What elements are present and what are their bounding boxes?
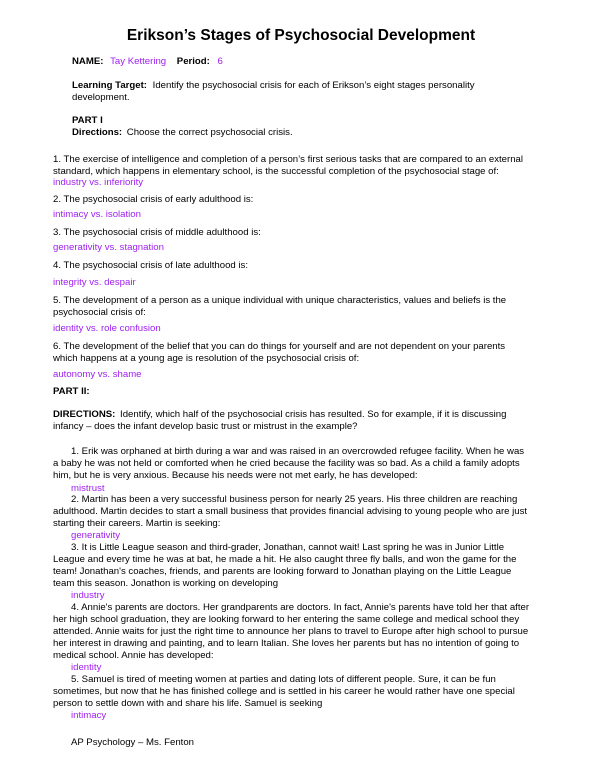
answer-5: identity vs. role confusion (53, 323, 161, 334)
part2-directions (53, 409, 506, 421)
scenario-answer-4: identity (71, 662, 102, 673)
learning-target-text-2: development. (72, 92, 130, 103)
name-label: NAME: (72, 56, 104, 67)
page-title: Erikson’s Stages of Psychosocial Development (126, 27, 476, 44)
answer-2: intimacy vs. isolation (53, 209, 141, 220)
answer-4: integrity vs. despair (53, 277, 136, 288)
scenario-4: 4. Annie's parents are doctors. Her grandparents are doctors. In fact, Annie's parents have told her that after (71, 602, 530, 613)
scenario-2: 2. Martin has been a very successful business person for nearly 25 years. His three children are reaching (71, 494, 518, 505)
question-6: 6. The development of the belief that you can do things for yourself and are not dependent on your parents (53, 341, 506, 352)
scenario-1-line-2: a baby he was not held or comforted when he cried because the facility was so bad. As a child a family adopts (53, 458, 520, 469)
question-3: 3. The psychosocial crisis of middle adulthood is: (53, 227, 261, 238)
scenario-1: 1. Erik was orphaned at birth during a war and was raised in an overcrowded refugee facility. When he was (71, 446, 525, 457)
scenario-answer-3: industry (71, 590, 105, 601)
question-5-line-2: psychosocial crisis of: (53, 307, 146, 318)
question-5: 5. The development of a person as a unique individual with unique characteristics, values and beliefs is the (53, 295, 507, 306)
name-value: Tay Kettering (110, 56, 167, 67)
scenario-1-line-3: him, but he is very anxious. Because his needs were not met early, he has developed: (53, 470, 418, 481)
part2-directions-line-2: infancy – does the infant develop basic trust or mistrust in the example? (53, 421, 358, 432)
scenario-4-line-5: medical school. Annie has developed: (53, 650, 214, 661)
scenario-5-line-2: sometimes, but now that he has finished college and is settled in his career he would rather have one special (53, 686, 515, 697)
answer-3: generativity vs. stagnation (53, 242, 164, 253)
part1-directions (72, 127, 293, 139)
part1-heading: PART I (72, 115, 103, 126)
part1-directions-text: Choose the correct psychosocial crisis. (126, 127, 293, 138)
scenario-4-line-2: her high school graduation, they are looking forward to her entering the same college and medical school they (53, 614, 520, 625)
name-row (72, 56, 223, 68)
period-value: 6 (217, 56, 223, 67)
scenario-3-line-4: team this season. Jonathon is working on developing (53, 578, 279, 589)
part2-directions-text: Identify, which half of the psychosocial crisis has resulted. So for example, if it is discussing (120, 409, 507, 420)
learning-target-label: Learning Target: (72, 80, 147, 91)
scenario-answer-2: generativity (71, 530, 121, 541)
footer: AP Psychology – Ms. Fenton (71, 737, 195, 748)
scenario-2-line-3: starting their careers. Martin is seeking: (53, 518, 221, 529)
scenario-answer-5: intimacy (71, 710, 107, 721)
part2-heading: PART II: (53, 386, 90, 397)
learning-target (72, 80, 475, 92)
question-1: 1. The exercise of intelligence and completion of a person’s first serious tasks that are compared to an external (53, 154, 523, 165)
part1-directions-label: Directions: (72, 127, 123, 138)
scenario-3-line-3: team! Jonathan's coaches, friends, and parents are looking forward to Jonathan playing on the Little League (53, 566, 512, 577)
scenario-3: 3. It is Little League season and third-grader, Jonathan, cannot wait! Last spring he was in Junior Little (71, 542, 505, 553)
question-6-line-2: which happens at a young age is resolution of the psychosocial crisis of: (53, 353, 360, 364)
learning-target-text: Identify the psychosocial crisis for each of Erikson’s eight stages personality (152, 80, 475, 91)
question-1-line-2: standard, which happens in elementary school, is the successful completion of the psychosocial stage of: (53, 166, 499, 177)
scenario-2-line-2: adulthood. Martin decides to start a small business that provides financial advising to young people who are just (53, 506, 528, 517)
question-4: 4. The psychosocial crisis of late adulthood is: (53, 260, 248, 271)
answer-1: industry vs. inferiority (53, 177, 144, 188)
scenario-3-line-2: League and every time he was at bat, he made a hit. He also caught three fly balls, and won the game for the (53, 554, 517, 565)
scenario-answer-1: mistrust (71, 483, 105, 494)
scenario-5-line-3: person to settle down with and share his life. Samuel is seeking (53, 698, 323, 709)
answer-6: autonomy vs. shame (53, 369, 142, 380)
period-label: Period: (176, 56, 210, 67)
scenario-4-line-3: attended. Annie waits for just the right time to announce her plans to travel to Europe after high school to pursue (53, 626, 529, 637)
scenario-4-line-4: her interest in drawing and painting, and to learn Italian. She loves her parents but has no intention of going to (53, 638, 520, 649)
scenario-5: 5. Samuel is tired of meeting women at parties and dating lots of different people. Sure, it can be fun (71, 674, 496, 685)
part2-directions-label: DIRECTIONS: (53, 409, 116, 420)
question-2: 2. The psychosocial crisis of early adulthood is: (53, 194, 254, 205)
